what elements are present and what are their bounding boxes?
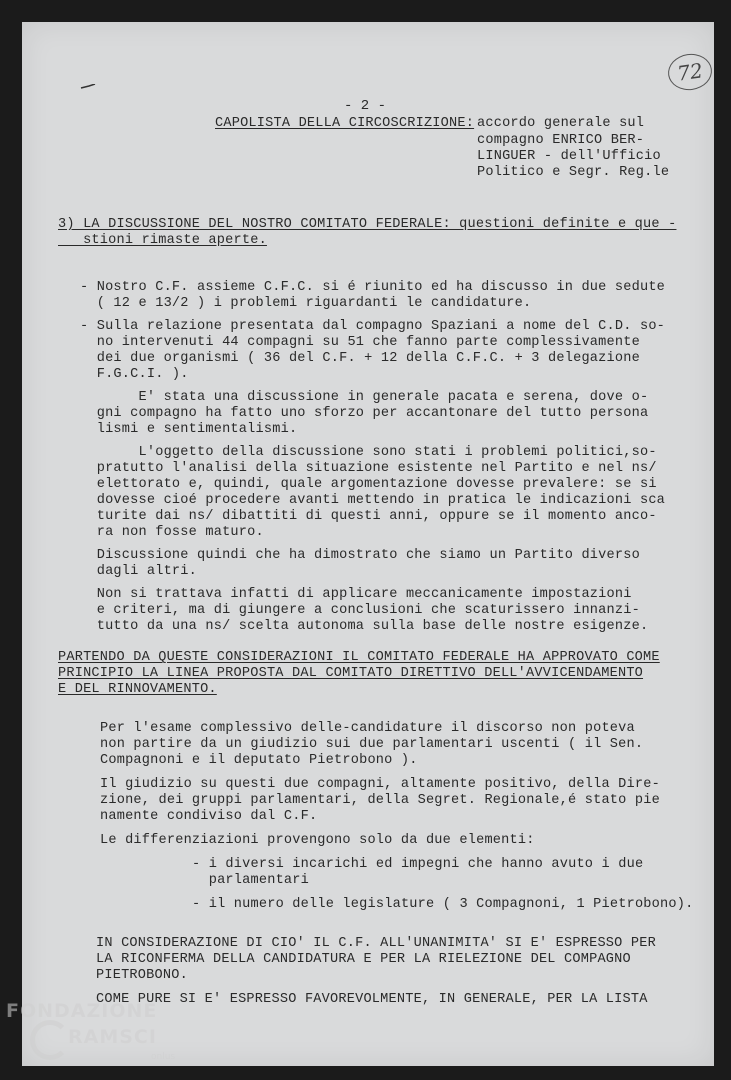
paragraph-line: dei due organismi ( 36 del C.F. + 12 della C.F.C. + 3 delegazione (80, 351, 640, 366)
section-heading-1: 3) LA DISCUSSIONE DEL NOSTRO COMITATO FEDERALE: questioni definite e que - (58, 217, 677, 232)
paragraph-line: gni compagno ha fatto uno sforzo per accantonare del tutto persona (80, 406, 649, 421)
paragraph-line: - Nostro C.F. assieme C.F.C. si é riunito ed ha discusso in due sedute (80, 280, 666, 295)
final-line: COME PURE SI E' ESPRESSO FAVOREVOLMENTE, IN GENERALE, PER LA LISTA (96, 992, 648, 1007)
caps-line: PRINCIPIO LA LINEA PROPOSTA DAL COMITATO DIRETTIVO DELL'AVVICENDAMENTO (58, 666, 644, 681)
bullet-line: - i diversi incarichi ed impegni che hanno avuto i due (192, 857, 644, 872)
paragraph-line: elettorato e, quindi, quale argomentazione dovesse prevalere: se si (80, 477, 657, 492)
paragraph-line: - Sulla relazione presentata dal compagno Spaziani a nome del C.D. so- (80, 319, 666, 334)
page-number: - 2 - (344, 98, 387, 114)
watermark-line-1: FONDAZIONE (6, 1000, 158, 1022)
paragraph-line: Il giudizio su questi due compagni, altamente positivo, della Dire- (100, 777, 660, 792)
document-page (22, 22, 714, 1066)
paragraph-line: zione, dei gruppi parlamentari, della Segret. Regionale,é stato pie (100, 793, 660, 808)
paragraph-line: dovesse cioé procedere avanti mettendo in pratica le indicazioni sca (80, 493, 666, 508)
paragraph-line: lismi e sentimentalismi. (80, 422, 298, 437)
g-logo-icon (30, 1020, 70, 1060)
paragraph-line: Compagnoni e il deputato Pietrobono ). (100, 753, 418, 768)
final-line: PIETROBONO. (96, 968, 188, 983)
bullet-line: - il numero delle legislature ( 3 Compagnoni, 1 Pietrobono). (192, 897, 694, 912)
paragraph-line: pratutto l'analisi della situazione esistente nel Partito e nel ns/ (80, 461, 657, 476)
watermark-line-2: RAMSCI (68, 1026, 157, 1048)
paragraph-line: dagli altri. (80, 564, 198, 579)
header-label: CAPOLISTA DELLA CIRCOSCRIZIONE: (215, 116, 475, 131)
watermark-line-3: onlus (151, 1052, 176, 1062)
section-heading-2: stioni rimaste aperte. (58, 233, 267, 248)
caps-line: PARTENDO DA QUESTE CONSIDERAZIONI IL COMITATO FEDERALE HA APPROVATO COME (58, 650, 660, 665)
paragraph-line: L'oggetto della discussione sono stati i problemi politici,so- (80, 445, 657, 460)
ink-speck-icon (80, 84, 96, 89)
header-text-3: LINGUER - dell'Ufficio (477, 149, 661, 164)
paragraph-line: F.G.C.I. ). (80, 367, 189, 382)
paragraph-line: namente condiviso dal C.F. (100, 809, 318, 824)
paragraph-line: Discussione quindi che ha dimostrato che siamo un Partito diverso (80, 548, 640, 563)
paragraph-line: Non si trattava infatti di applicare meccanicamente impostazioni (80, 587, 632, 602)
header-text-2: compagno ENRICO BER- (477, 133, 645, 148)
watermark-logo (6, 998, 186, 1070)
bullet-line: parlamentari (192, 873, 310, 888)
header-text-1: accordo generale sul (477, 116, 645, 131)
paragraph-line: non partire da un giudizio sui due parlamentari uscenti ( il Sen. (100, 737, 644, 752)
paragraph-line: ra non fosse maturo. (80, 525, 264, 540)
caps-line: E DEL RINNOVAMENTO. (58, 682, 217, 697)
final-line: LA RICONFERMA DELLA CANDIDATURA E PER LA RIELEZIONE DEL COMPAGNO (96, 952, 631, 967)
paragraph-line: no intervenuti 44 compagni su 51 che fanno parte complessivamente (80, 335, 640, 350)
header-text-4: Politico e Segr. Reg.le (477, 165, 670, 180)
paragraph-line: E' stata una discussione in generale pacata e serena, dove o- (80, 390, 649, 405)
paragraph-line: tutto da una ns/ scelta autonoma sulla base delle nostre esigenze. (80, 619, 649, 634)
paragraph-line: Le differenziazioni provengono solo da due elementi: (100, 833, 535, 848)
paragraph-line: Per l'esame complessivo delle-candidature il discorso non poteva (100, 721, 635, 736)
final-line: IN CONSIDERAZIONE DI CIO' IL C.F. ALL'UNANIMITA' SI E' ESPRESSO PER (96, 936, 656, 951)
folio-number: 72 (666, 51, 715, 93)
paragraph-line: turite dai ns/ dibattiti di questi anni, oppure se il momento anco- (80, 509, 657, 524)
paragraph-line: ( 12 e 13/2 ) i problemi riguardanti le candidature. (80, 296, 532, 311)
paragraph-line: e criteri, ma di giungere a conclusioni che scaturissero innanzi- (80, 603, 640, 618)
